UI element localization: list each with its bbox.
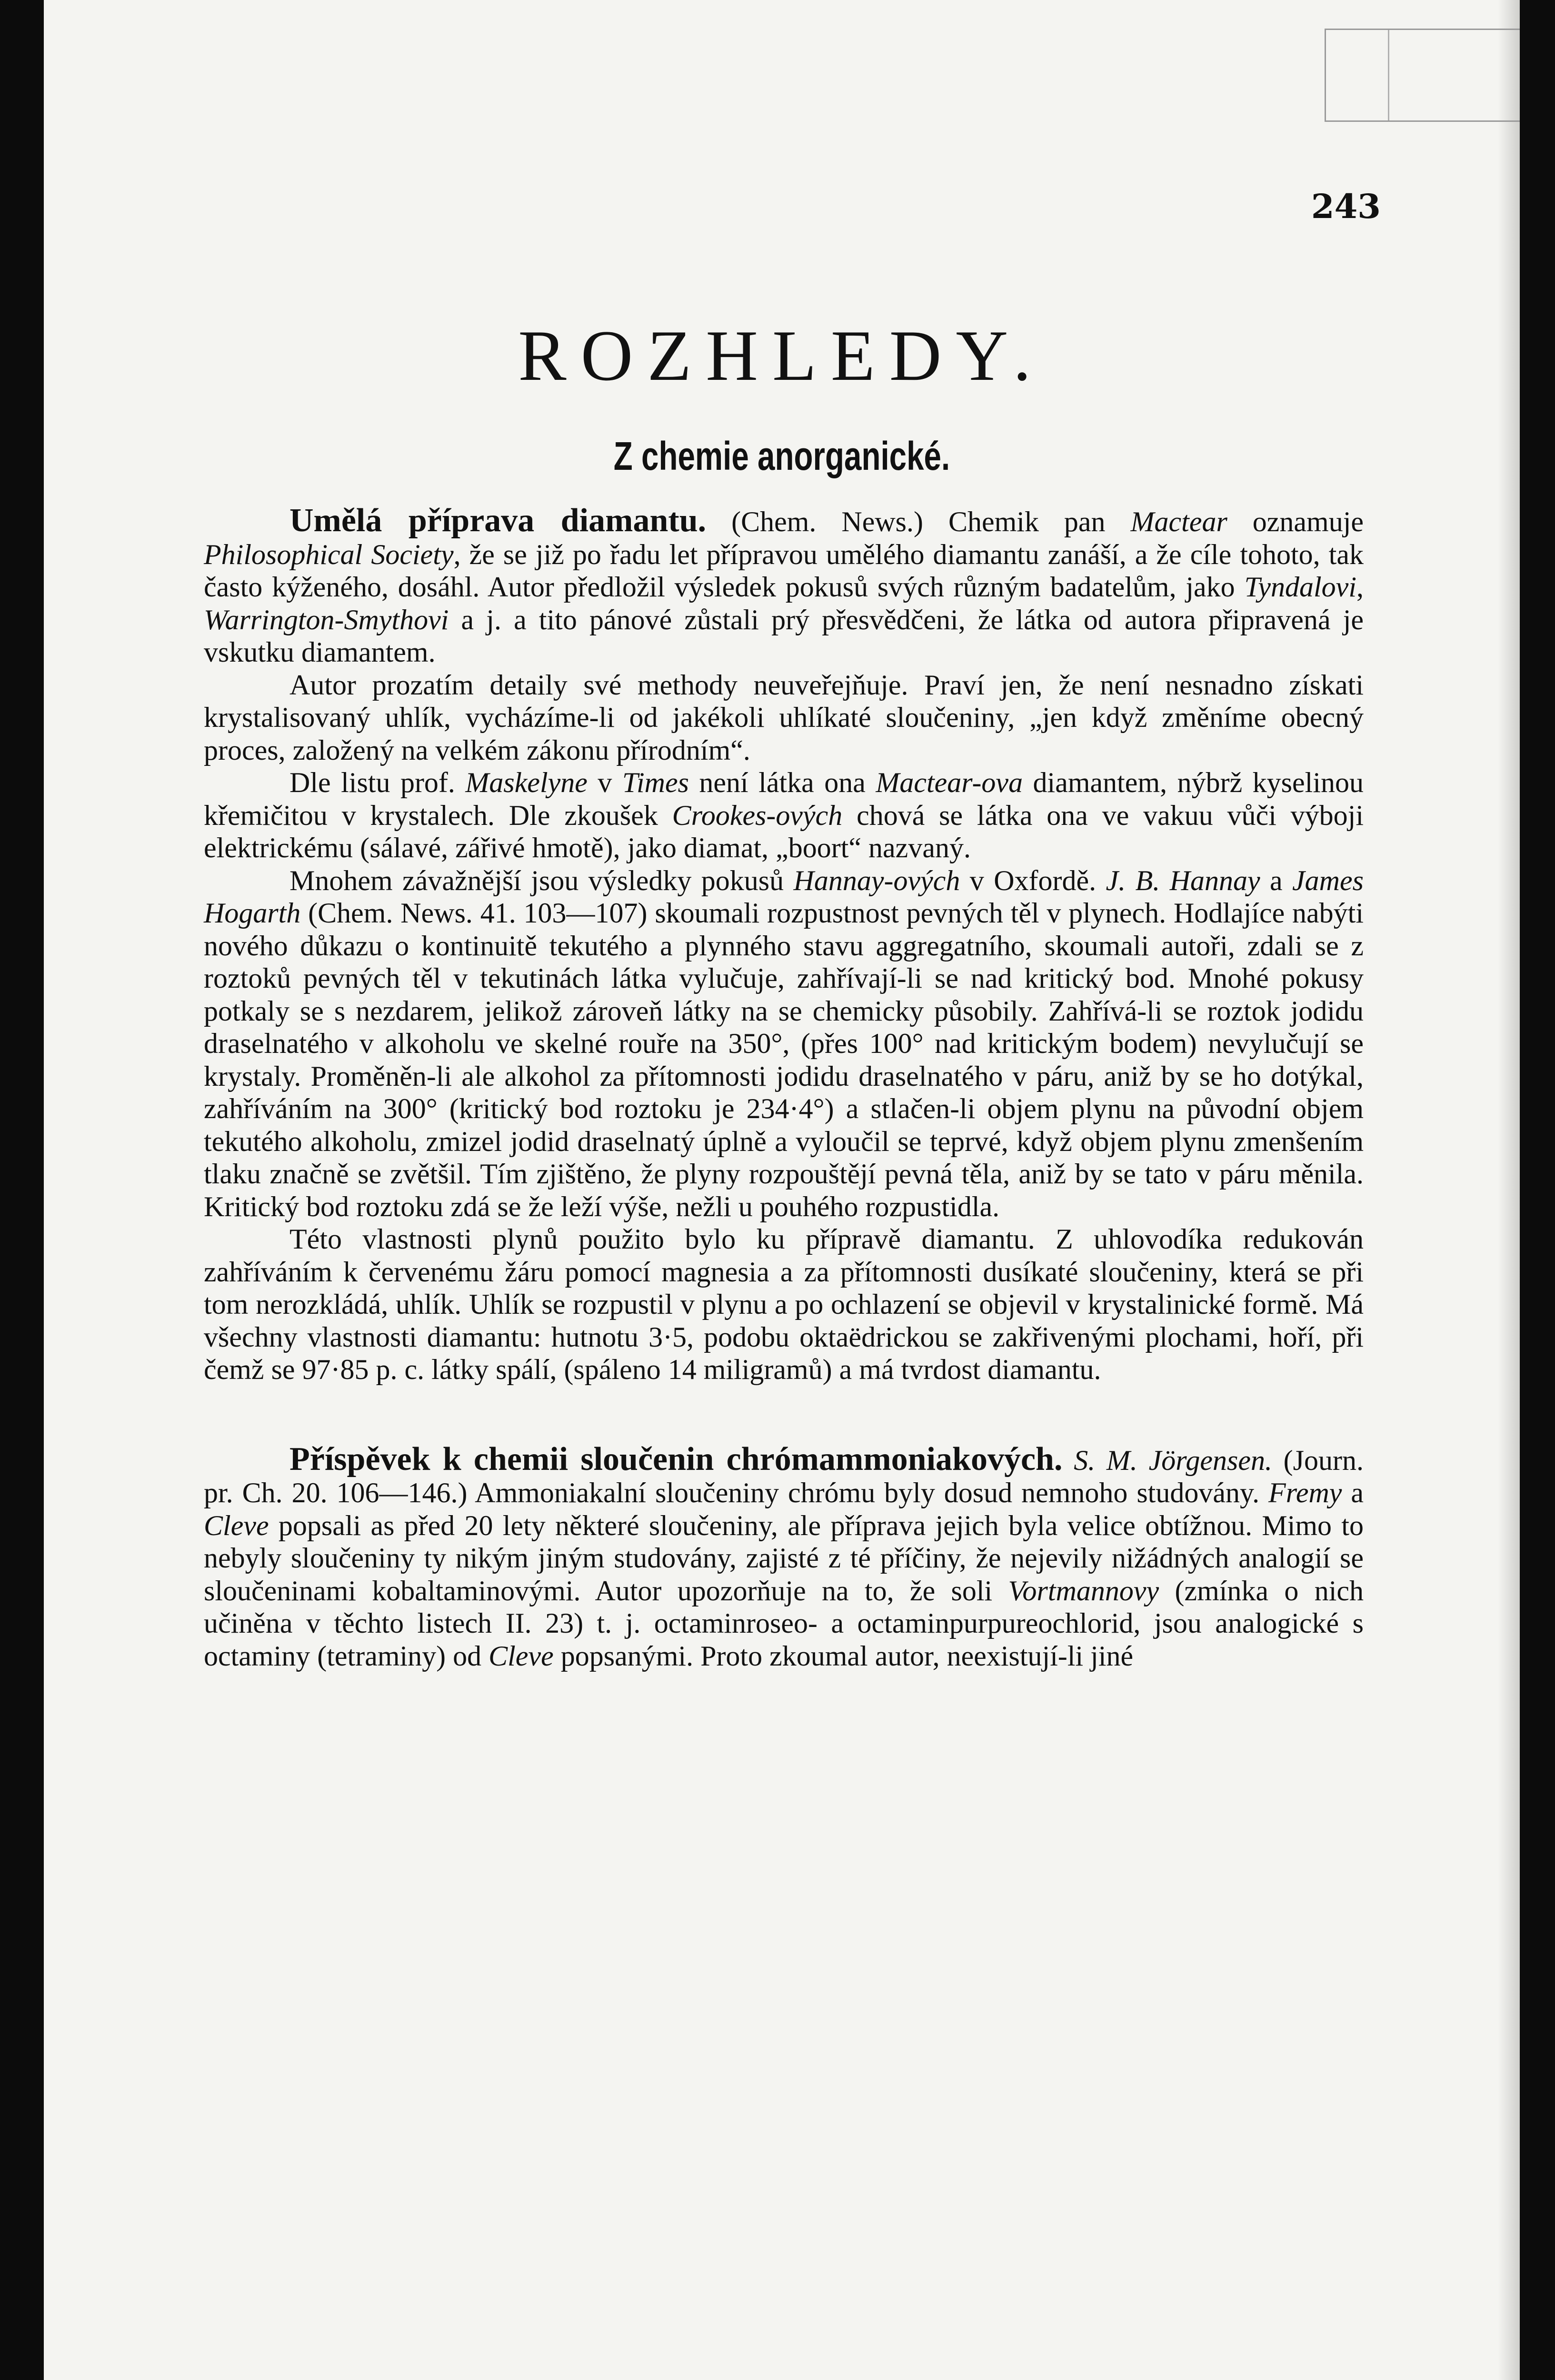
text-run <box>1062 1445 1074 1476</box>
article-1-title: Umělá příprava diamantu. <box>289 502 707 539</box>
italic-name: Times <box>622 767 689 798</box>
text-run: (zmínka o nich učiněna v těchto listech II. 23) t. j. octaminroseo- a octaminpurpureochlorid, jsou analogické s octaminy (tetraminy) od <box>204 1575 1364 1672</box>
page-number: 243 <box>1311 187 1381 226</box>
italic-name: J. B. Hannay <box>1106 864 1260 896</box>
scan-corner-mark <box>1325 29 1520 122</box>
book-page <box>44 0 1520 2380</box>
text-run: , že se již po řadu let přípravou umělého diamantu zanáší, a že cíle tohoto, tak často kýženého, dosáhl. Autor předložil výsledek pokusů svých různým badatelům, jako <box>204 538 1364 603</box>
italic-name: Mactear-ova <box>876 767 1023 798</box>
italic-name: Philosophical Society <box>204 538 454 570</box>
article-body <box>204 502 1364 1672</box>
text-run: , <box>1356 571 1364 603</box>
italic-name: Crookes-ových <box>672 799 843 831</box>
text-run: Mnohem závažnější jsou výsledky pokusů <box>289 864 794 896</box>
italic-name: Cleve <box>204 1509 269 1541</box>
italic-name: Maskelyne <box>465 767 588 798</box>
text-run: (Journ. pr. Ch. 20. 106—146.) Ammoniakalní sloučeniny chrómu byly dosud nemnoho studovány. <box>204 1444 1364 1508</box>
text-run: v Oxfordě. <box>960 864 1106 896</box>
italic-name: Vortmannovy <box>1008 1575 1159 1606</box>
article-2-title: Příspěvek k chemii sloučenin chrómammoniakových. <box>289 1440 1063 1478</box>
text-run: není látka ona <box>688 767 876 798</box>
text-run: Této vlastnosti plynů použito bylo ku přípravě diamantu. Z uhlovodíka redukován zahříváním k červenému žáru pomocí magnesia a za přítomnosti dusíkaté sloučeniny, která se při tom nerozkládá, uhlík. Uhlík se rozpustil v plynu a po ochlazení se objevil v krystalinické formě. Má všechny vlastnosti diamantu: hutnotu 3·5, podobu oktaëdrickou se zakřivenými plochami, hoří, při čemž se 97·85 p. c. látky spálí, (spáleno 14 miligramů) a má tvrdost diamantu. <box>204 1223 1364 1385</box>
text-run: popsali as před 20 lety některé sloučeniny, ale příprava jejich byla velice obtížnou. Mimo to nebyly sloučeniny ty nikým jiným studovány, zajisté z té příčiny, že nejevily nižádných analogií se sloučeninami kobaltaminovými. Autor upozorňuje na to, že soli <box>204 1509 1364 1606</box>
text-run: chová se látka ona ve vakuu vůči výboji elektrickému (sálavé, zářivé hmotě), jako diamat, „boort“ nazvaný. <box>204 799 1364 863</box>
italic-name: Tyndalovi <box>1244 571 1356 603</box>
section-title: ROZHLEDY. <box>518 316 1046 396</box>
italic-name: Hannay-ových <box>793 864 960 896</box>
italic-name: Cleve <box>488 1640 554 1672</box>
article-2-paragraph-1 <box>204 1440 1364 1673</box>
article-1-paragraph-5 <box>204 1223 1364 1386</box>
text-run: oznamuje <box>1227 506 1364 537</box>
italic-name: James Hogarth <box>204 864 1364 929</box>
subsection-title: Z chemie anorganické. <box>613 434 950 478</box>
italic-name: S. M. Jörgensen. <box>1074 1444 1272 1476</box>
text-run: popsanými. Proto zkoumal autor, neexistují-li jiné <box>553 1640 1134 1672</box>
text-run: (Chem. News.) Chemik pan <box>706 506 1131 537</box>
text-run: a j. a tito pánové zůstali prý přesvědčeni, že látka od autora připravená je vskutku diamantem. <box>204 604 1364 668</box>
article-1-paragraph-1 <box>204 502 1364 669</box>
italic-name: Mactear <box>1130 506 1227 537</box>
text-run: Autor prozatím detaily své methody neuveřejňuje. Praví jen, že není nesnadno získati krystalisovaný uhlík, vycházíme-li od jakékoli uhlíkaté sloučeniny, „jen když změníme obecný proces, založený na velkém zákonu přírodním“. <box>204 669 1364 766</box>
text-run: (Chem. News. 41. 103—107) skoumali rozpustnost pevných těl v plynech. Hodlajíce nabýti nového důkazu o kontinuitě tekutého a plynného stavu aggregatního, skoumali autoři, zdali se z roztoků pevných těl v tekutinách látka vylučuje, zahřívají-li se nad kritický bod. Mnohé pokusy potkaly se s nezdarem, jelikož zároveň látky na se chemicky působily. Zahřívá-li se roztok jodidu draselnatého v alkoholu ve skelné rouře na 350°, (přes 100° nad kritickým bodem) nevylučují se krystaly. Proměněn-li ale alkohol za přítomnosti jodidu draselnatého v páru, aniž by se ho dotýkal, zahříváním na 300° (kritický bod roztoku je 234·4°) a stlačen-li objem plynu na původní objem tekutého alkoholu, zmizel jodid draselnatý úplně a vyloučil se teprvé, když objem plynu zmenšením tlaku značně se zvětšil. Tím zjištěno, že plyny rozpouštějí pevná těla, aniž by se tato v páru měnila. Kritický bod roztoku zdá se že leží výše, nežli u pouhého rozpustidla. <box>204 897 1364 1222</box>
article-2-p1-runs <box>204 1445 1364 1672</box>
article-1-paragraph-3 <box>204 766 1364 864</box>
text-run: diamantem, nýbrž kyselinou křemičitou v krystalech. Dle zkoušek <box>204 767 1364 831</box>
article-1-paragraph-2 <box>204 669 1364 767</box>
text-run: v <box>587 767 622 798</box>
article-1-paragraph-4 <box>204 864 1364 1223</box>
text-run: a <box>1260 864 1293 896</box>
italic-name: Fremy <box>1268 1477 1342 1508</box>
text-run: Dle listu prof. <box>289 767 466 798</box>
text-run: a <box>1342 1477 1364 1508</box>
italic-name: Warrington-Smythovi <box>204 604 449 635</box>
